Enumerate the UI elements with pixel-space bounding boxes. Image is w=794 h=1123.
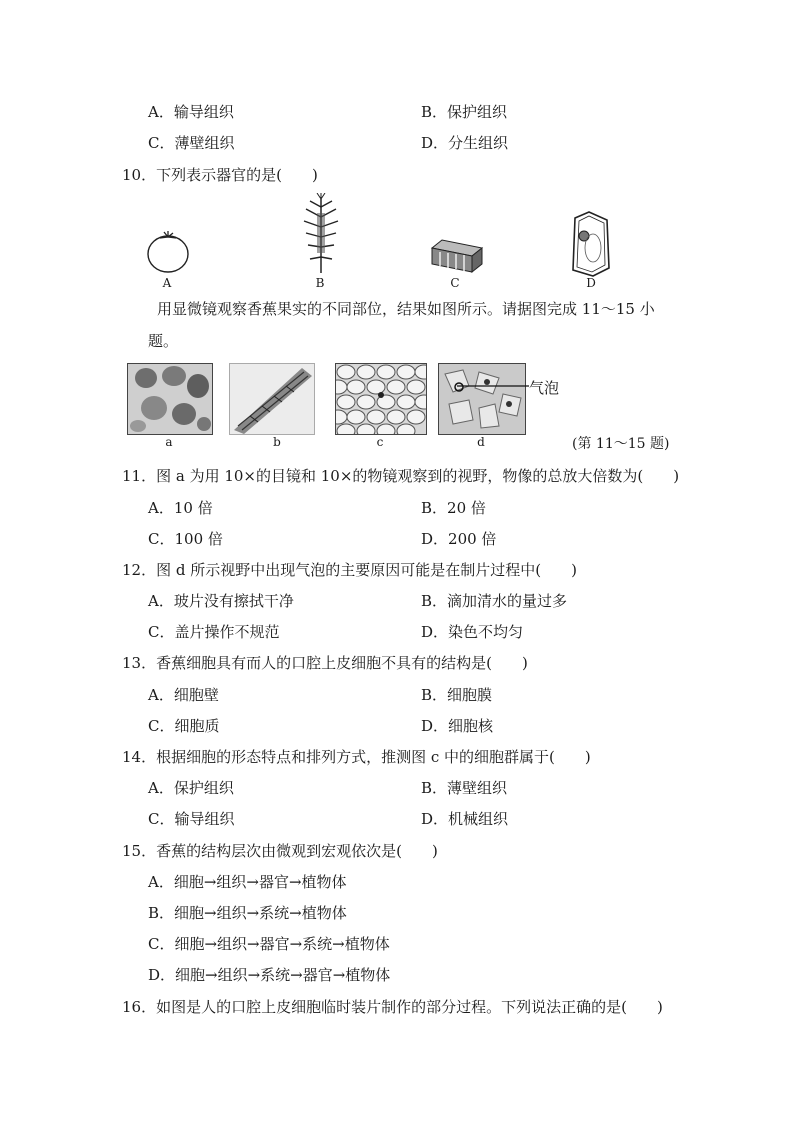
q13-option-b: B．细胞膜 xyxy=(421,686,493,704)
q16-stem: 16．如图是人的口腔上皮细胞临时装片制作的部分过程。下列说法正确的是( ) xyxy=(122,998,663,1016)
q14-option-b: B．薄壁组织 xyxy=(421,779,508,797)
q10-stem: 10．下列表示器官的是( ) xyxy=(122,166,318,184)
q13-option-a: A．细胞壁 xyxy=(148,686,219,704)
bubble-label: 气泡 xyxy=(529,379,560,397)
q11-option-c: C．100 倍 xyxy=(148,530,223,548)
plant-cell-figure xyxy=(565,210,615,278)
plant-figure xyxy=(300,193,342,275)
q9-option-c: C．薄壁组织 xyxy=(148,134,235,152)
q12-option-b: B．滴加清水的量过多 xyxy=(421,592,568,610)
q10-label-b: B xyxy=(315,276,325,290)
intro-line-1: 用显微镜观察香蕉果实的不同部位，结果如图所示。请据图完成 11～15 小 xyxy=(157,300,655,318)
micrograph-d xyxy=(438,363,526,435)
q12-stem: 12．图 d 所示视野中出现气泡的主要原因可能是在制片过程中( ) xyxy=(122,561,577,579)
q12-option-d: D．染色不均匀 xyxy=(421,623,524,641)
q9-option-d: D．分生组织 xyxy=(421,134,509,152)
bubble-pointer-line xyxy=(455,380,530,392)
q13-option-c: C．细胞质 xyxy=(148,717,220,735)
q10-label-c: C xyxy=(450,276,460,290)
micrograph-b xyxy=(229,363,315,435)
micrograph-a xyxy=(127,363,213,435)
q10-label-d: D xyxy=(586,276,596,290)
figure-caption: (第 11～15 题) xyxy=(572,436,670,452)
q12-option-c: C．盖片操作不规范 xyxy=(148,623,280,641)
q14-stem: 14．根据细胞的形态特点和排列方式，推测图 c 中的细胞群属于( ) xyxy=(122,748,591,766)
tissue-block-figure xyxy=(428,238,484,274)
q15-option-d: D．细胞→组织→系统→器官→植物体 xyxy=(148,966,391,984)
micrograph-label-b: b xyxy=(273,435,281,449)
q15-option-c: C．细胞→组织→器官→系统→植物体 xyxy=(148,935,390,953)
q14-option-c: C．输导组织 xyxy=(148,810,235,828)
q9-option-b: B．保护组织 xyxy=(421,103,508,121)
q11-option-b: B．20 倍 xyxy=(421,499,486,517)
micrograph-label-c: c xyxy=(376,435,384,449)
q11-option-a: A．10 倍 xyxy=(148,499,213,517)
intro-line-2: 题。 xyxy=(148,332,179,350)
q13-option-d: D．细胞核 xyxy=(421,717,494,735)
q11-stem: 11．图 a 为用 10×的目镜和 10×的物镜观察到的视野，物像的总放大倍数为( ) xyxy=(122,467,680,485)
q12-option-a: A．玻片没有擦拭干净 xyxy=(148,592,294,610)
q11-option-d: D．200 倍 xyxy=(421,530,497,548)
q14-option-a: A．保护组织 xyxy=(148,779,234,797)
q15-stem: 15．香蕉的结构层次由微观到宏观依次是( ) xyxy=(122,842,438,860)
q14-option-d: D．机械组织 xyxy=(421,810,509,828)
q9-option-a: A．输导组织 xyxy=(148,103,234,121)
tomato-figure xyxy=(142,228,192,276)
micrograph-label-a: a xyxy=(165,435,173,449)
micrograph-label-d: d xyxy=(477,435,485,449)
q10-label-a: A xyxy=(162,276,172,290)
micrograph-c xyxy=(335,363,427,435)
q15-option-b: B．细胞→组织→系统→植物体 xyxy=(148,904,347,922)
q13-stem: 13．香蕉细胞具有而人的口腔上皮细胞不具有的结构是( ) xyxy=(122,654,528,672)
q15-option-a: A．细胞→组织→器官→植物体 xyxy=(148,873,347,891)
